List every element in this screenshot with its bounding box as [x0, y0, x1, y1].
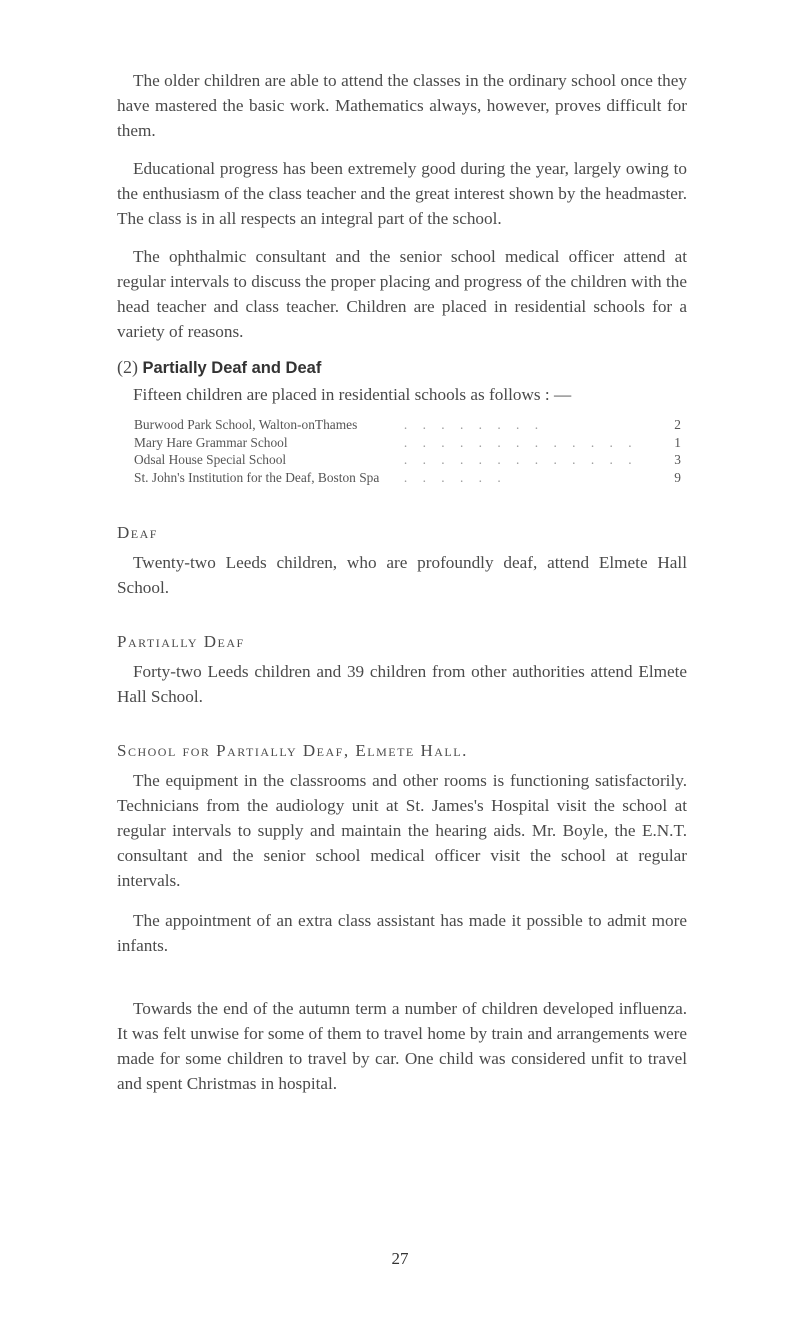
school-count: 1 [674, 434, 681, 450]
school-name: Mary Hare Grammar School [134, 434, 288, 450]
elmete-paragraph-influenza: Towards the end of the autumn term a number of children developed influenza. It was felt unwise for some of them to travel home by train and arrangements were made for some children to travel by car. One child was considered unfit to travel and spent Christmas in hospital. [117, 999, 687, 1093]
elmete-paragraph-equipment: The equipment in the classrooms and other rooms is functioning satisfactorily. Technicians from the audiology unit at St. James's Hospital visit the school at regular intervals to supply and maintain the hearing aids. Mr. Boyle, the E.N.T. consultant and the senior school medical officer visit the school at regular intervals. [117, 771, 687, 890]
deaf-paragraph: Twenty-two Leeds children, who are profoundly deaf, attend Elmete Hall School. [117, 553, 687, 597]
paragraph-older-children: The older children are able to attend the classes in the ordinary school once they have mastered the basic work. Mathematics always, however, proves difficult for them. [117, 71, 687, 140]
partially-deaf-heading: Partially Deaf [117, 632, 245, 651]
schools-list [134, 416, 681, 486]
list-item [134, 434, 681, 452]
section-title: Partially Deaf and Deaf [142, 359, 322, 377]
list-item [134, 469, 681, 487]
school-name: Burwood Park School, Walton-onThames [134, 417, 358, 432]
paragraph-ophthalmic: The ophthalmic consultant and the senior school medical officer attend at regular intervals to discuss the proper placing and progress of the children with the head teacher and class teacher. Children are placed in residential schools for a variety of reasons. [117, 247, 687, 341]
section-number: (2) [117, 357, 138, 377]
page-number: 27 [391, 1249, 409, 1268]
list-item [134, 416, 681, 434]
school-count: 2 [674, 417, 681, 432]
school-count: 9 [674, 469, 681, 485]
school-count: 3 [674, 452, 681, 467]
school-name: Odsal House Special School [134, 452, 287, 467]
leader-dots: . . . . . . . . [403, 417, 545, 432]
partially-deaf-paragraph: Forty-two Leeds children and 39 children from other authorities attend Elmete Hall School. [117, 662, 687, 706]
leader-dots: . . . . . . . . . . . . . [403, 452, 638, 467]
leader-dots: . . . . . . . . . . . . . [403, 434, 638, 450]
leader-dots: . . . . . . [403, 469, 507, 485]
section-intro: Fifteen children are placed in residential schools as follows : — [133, 385, 572, 404]
deaf-heading: Deaf [117, 523, 158, 542]
list-item [134, 451, 681, 469]
elmete-heading: School for Partially Deaf, Elmete Hall. [117, 741, 468, 760]
elmete-paragraph-appointment: The appointment of an extra class assistant has made it possible to admit more infants. [117, 911, 687, 955]
school-name: St. John's Institution for the Deaf, Boston Spa [134, 469, 380, 485]
section-heading [117, 355, 687, 381]
paragraph-educational-progress: Educational progress has been extremely good during the year, largely owing to the enthusiasm of the class teacher and the great interest shown by the headmaster. The class is in all respects an integral part of the school. [117, 159, 687, 228]
